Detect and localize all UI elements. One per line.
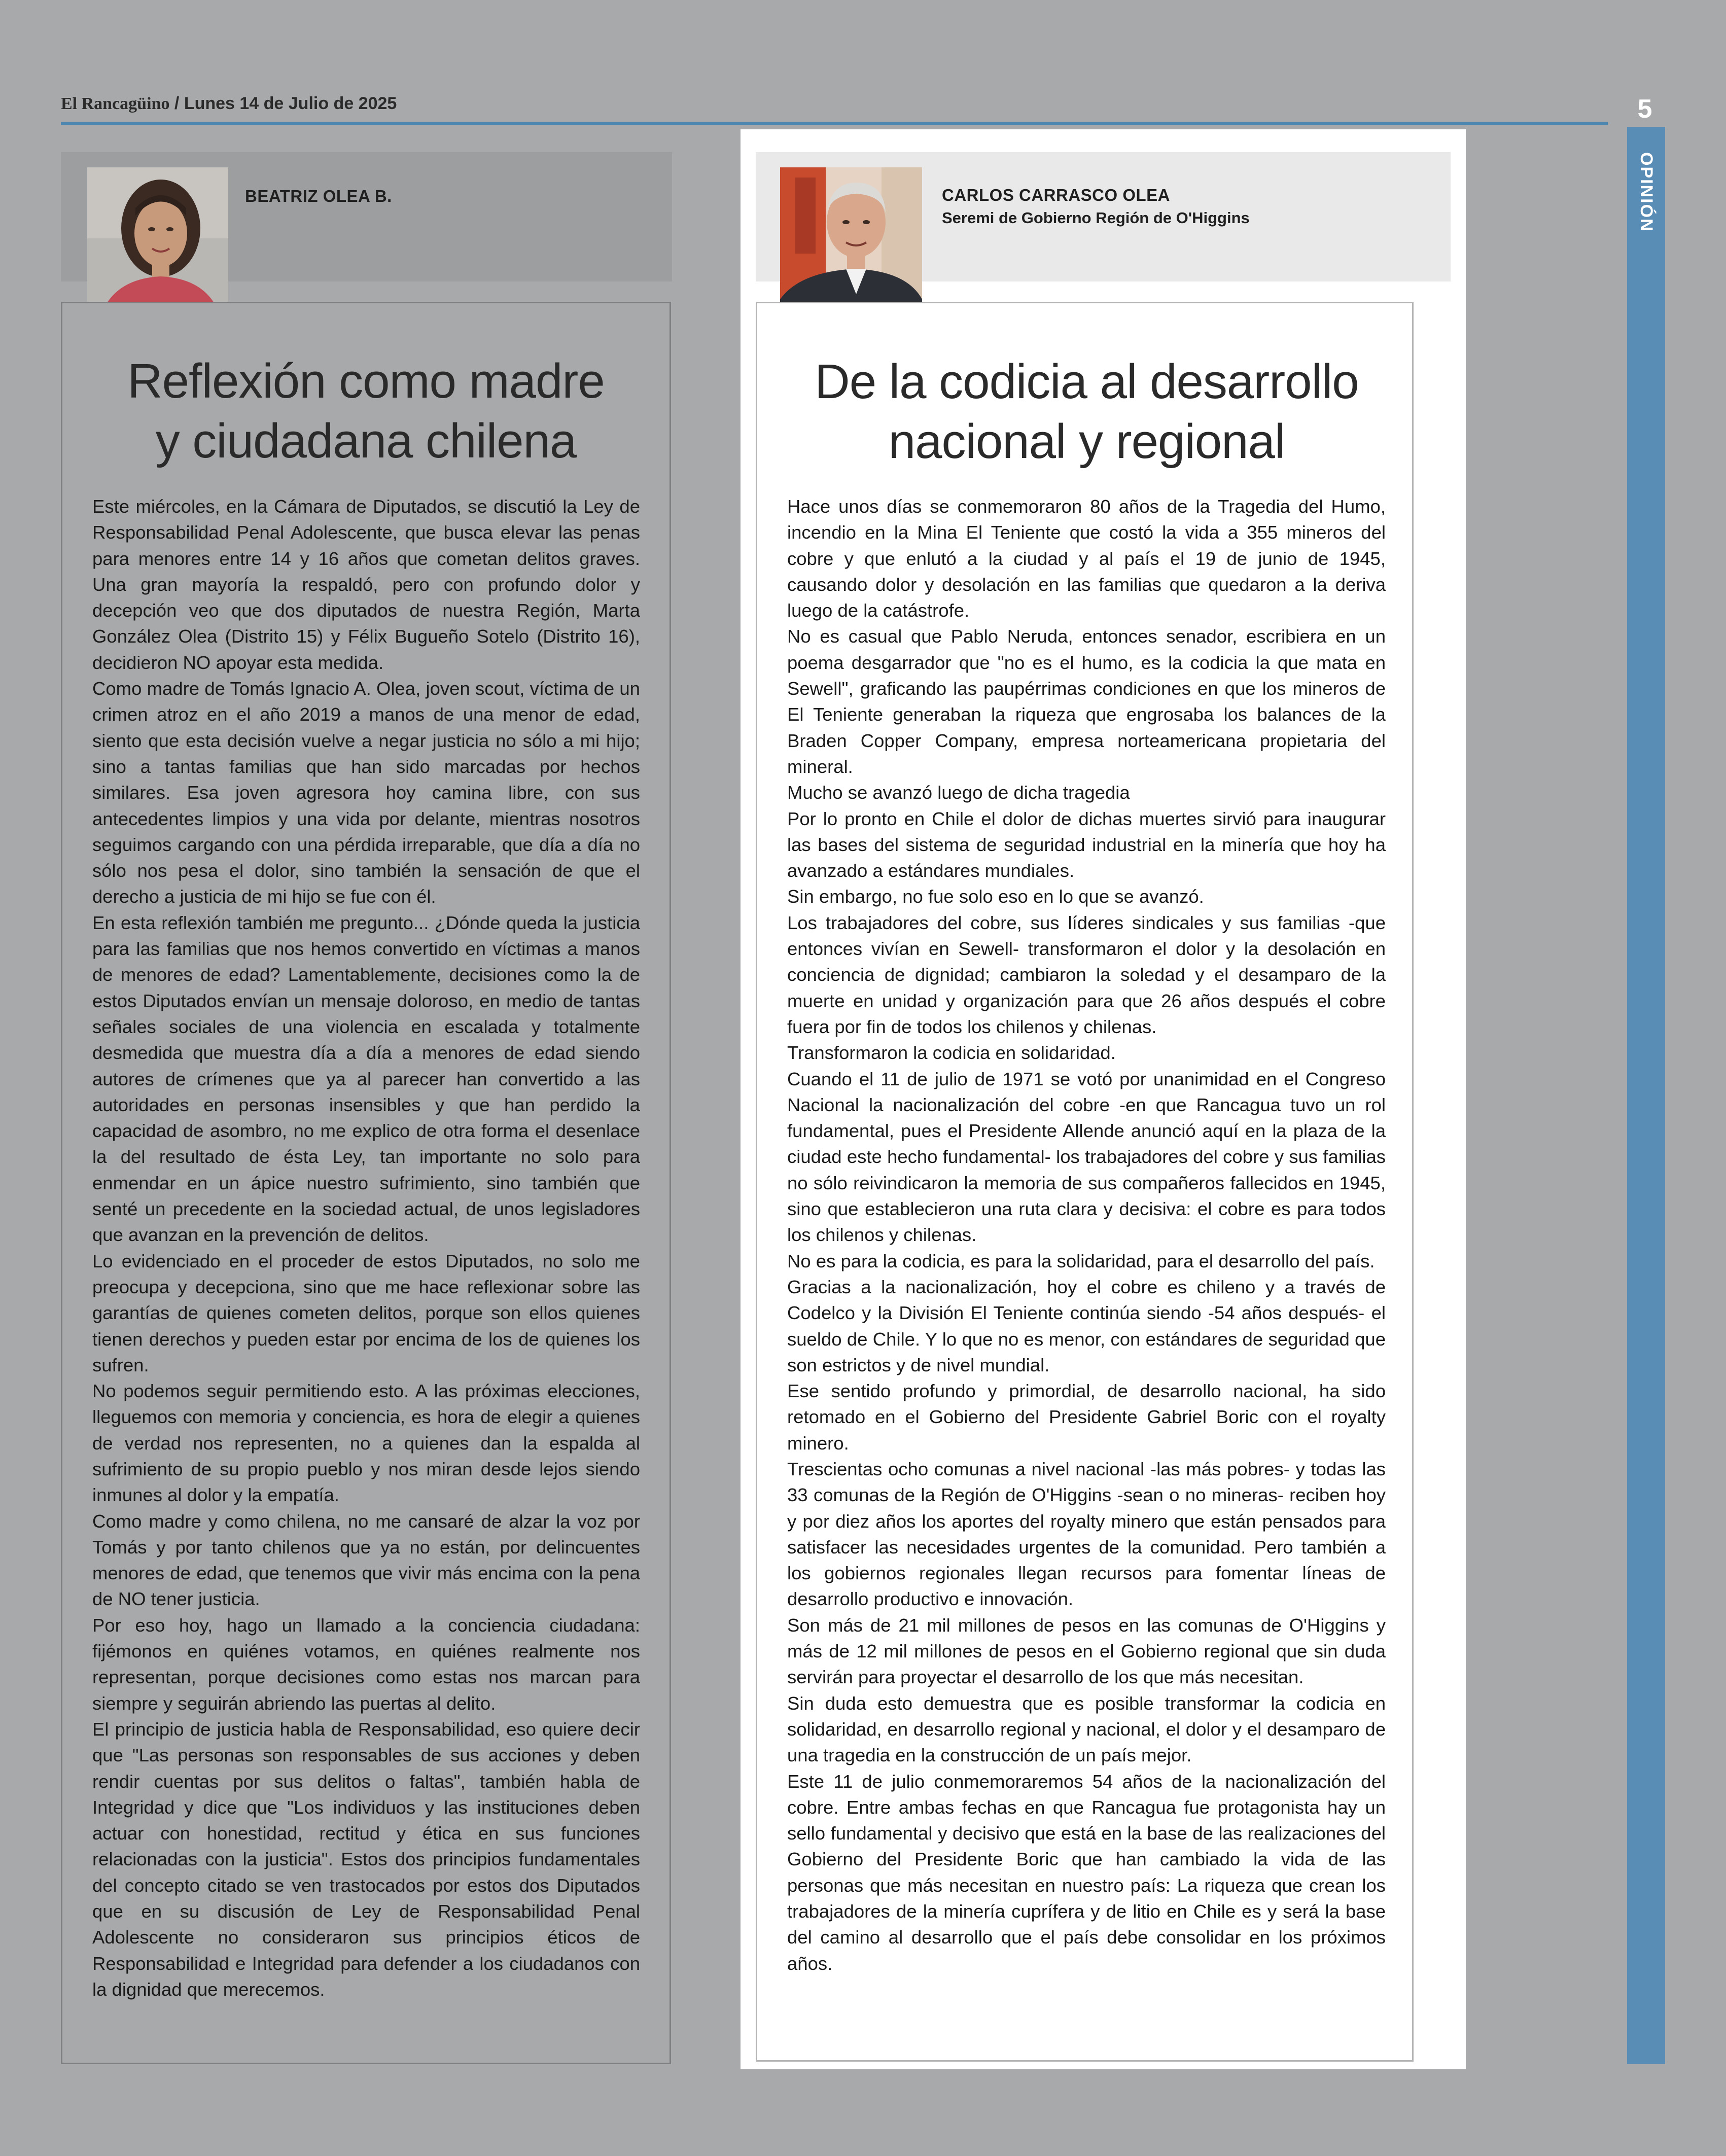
article-paragraph: Este miércoles, en la Cámara de Diputados, se discutió la Ley de Responsabilidad Penal Adolescente, que busca elevar las penas para menores entre 14 y 16 años que cometan delitos graves. Una gran mayoría la respaldó, pero con profundo dolor y decepción veo que dos diputados de nuestra Región, Marta González Olea (Distrito 15) y Félix Bugueño Sotelo (Distrito 16), decidieron NO apoyar esta medida. bbox=[92, 496, 640, 673]
article-paragraph: En esta reflexión también me pregunto... ¿Dónde queda la justicia para las familias que nos hemos convertido en víctimas a manos de menores de edad? Lamentablemente, decisiones como la de estos Diputados envían un mensaje doloroso, en medio de tantas señales sociales de una violencia en escalada y totalmente desmedida que muestra día a día a menores de edad siendo autores de crímenes que ya al parecer han convertido a las autoridades en personas insensibles y que han perdido la capacidad de asombro, no me explico de otra forma el desenlace la del resultado de ésta Ley, tan importante no solo para enmendar en un ápice nuestro sufrimiento, sino también que senté un precedente en la sociedad actual, de unos legisladores que avanzan en la prevención de delitos. bbox=[92, 912, 640, 1246]
issue-date: Lunes 14 de Julio de 2025 bbox=[184, 94, 397, 113]
article-paragraph: Gracias a la nacionalización, hoy el cobre es chileno y a través de Codelco y la División El Teniente continúa siendo -54 años después- el sueldo de Chile. Y lo que no es menor, con estándares de seguridad que son estrictos y de nivel mundial. bbox=[787, 1276, 1386, 1375]
article-headline bbox=[71, 351, 661, 471]
article-paragraph: Transformaron la codicia en solidaridad. bbox=[787, 1042, 1116, 1064]
article-paragraph: Sin embargo, no fue solo eso en lo que se avanzó. bbox=[787, 886, 1204, 907]
headline-line: De la codicia al desarrollo bbox=[815, 355, 1359, 409]
headline-line: y ciudadana chilena bbox=[155, 414, 577, 468]
article-paragraph: Son más de 21 mil millones de pesos en las comunas de O'Higgins y más de 12 mil millones de pesos en el Gobierno regional que sin duda servirán para proyectar el desarrollo de los que más necesitan. bbox=[787, 1614, 1386, 1688]
article-paragraph: Como madre de Tomás Ignacio A. Olea, joven scout, víctima de un crimen atroz en el año 2019 a manos de una menor de edad, siento que esta decisión vuelve a negar justicia no sólo a mi hijo; sino a tantas familias que han sido marcadas por hechos similares. Esa joven agresora hoy camina libre, con sus antecedentes limpios y una vida por delante, mientras nosotros seguimos cargando con una pérdida irreparable, que día a día no sólo nos pesa el dolor, sino también la sensación de que el derecho a justicia de mi hijo se fue con él. bbox=[92, 678, 640, 907]
article-headline bbox=[766, 352, 1407, 472]
header-separator: / bbox=[174, 94, 180, 113]
article-paragraph: Mucho se avanzó luego de dicha tragedia bbox=[787, 782, 1130, 803]
article-paragraph: No es para la codicia, es para la solidaridad, para el desarrollo del país. bbox=[787, 1250, 1375, 1271]
article-paragraph: No es casual que Pablo Neruda, entonces senador, escribiera en un poema desgarrador que "no es el humo, es la codicia la que mata en Sewell", graficando las paupérrimas condiciones en que los mineros de El Teniente generaban la riqueza que engrosaba los balances de la Braden Copper Company, empresa norteamericana propietaria del mineral. bbox=[787, 626, 1386, 777]
section-label: OPINIÓN bbox=[1637, 152, 1656, 232]
article-paragraph: Lo evidenciado en el proceder de estos Diputados, no solo me preocupa y decepciona, sino que me hace reflexionar sobre las garantías de quienes cometen delitos, porque son ellos quienes tienen derechos y pueden estar por encima de los de quienes los sufren. bbox=[92, 1250, 640, 1375]
article-body bbox=[92, 493, 640, 2002]
page-header bbox=[61, 94, 1608, 124]
page-number: 5 bbox=[1637, 94, 1652, 124]
article-paragraph: Hace unos días se conmemoraron 80 años de la Tragedia del Humo, incendio en la Mina El Teniente que costó la vida a 355 mineros del cobre y que enlutó a la ciudad y al país el 19 de junio de 1945, causando dolor y desolación en las familias que quedaron a la deriva luego de la catástrofe. bbox=[787, 496, 1386, 621]
article-paragraph: Como madre y como chilena, no me cansaré de alzar la voz por Tomás y por tanto chilenos que ya no están, por delincuentes menores de edad, que tenemos que vivir más encima con la pena de NO tener justicia. bbox=[92, 1510, 640, 1610]
header-line bbox=[61, 94, 397, 114]
article-paragraph: No podemos seguir permitiendo esto. A las próximas elecciones, lleguemos con memoria y conciencia, es hora de elegir a quienes de verdad nos representen, no a quienes dan la espalda al sufrimiento de su propio pueblo y nos miran desde lejos siendo inmunes al dolor y la empatía. bbox=[92, 1381, 640, 1506]
author-name: CARLOS CARRASCO OLEA bbox=[942, 186, 1171, 204]
header-rule bbox=[61, 122, 1608, 125]
article-paragraph: Por eso hoy, hago un llamado a la conciencia ciudadana: fijémonos en quiénes votamos, en quiénes realmente nos representan, porque decisiones como estas nos marcan para siempre y seguirán abriendo las puertas al delito. bbox=[92, 1614, 640, 1714]
article-paragraph: Ese sentido profundo y primordial, de desarrollo nacional, ha sido retomado en el Gobierno del Presidente Gabriel Boric con el royalty minero. bbox=[787, 1381, 1386, 1454]
headline-line: Reflexión como madre bbox=[127, 354, 605, 408]
section-bar bbox=[1627, 127, 1665, 2064]
article-paragraph: Trescientas ocho comunas a nivel nacional -las más pobres- y todas las 33 comunas de la Región de O'Higgins -sean o no mineras- reciben hoy y por diez años los aportes del royalty minero que están pensados para satisfacer las necesidades urgentes de la comunidad. Pero también a los gobiernos regionales llegan recursos para fomentar líneas de desarrollo productivo e innovación. bbox=[787, 1458, 1386, 1610]
headline-line: nacional y regional bbox=[888, 414, 1285, 469]
newspaper-name: El Rancagüino bbox=[61, 94, 170, 113]
article-paragraph: Cuando el 11 de julio de 1971 se votó por unanimidad en el Congreso Nacional la nacionalización del cobre -en que Rancagua tuvo un rol fundamental, pues el Presidente Allende anunció aquí en la plaza de la ciudad este hecho fundamental- los trabajadores del cobre y sus familias no sólo reivindicaron la memoria de sus compañeros fallecidos en 1945, sino que establecieron una ruta clara y decisiva: el cobre es para todos los chilenos y chilenas. bbox=[787, 1068, 1386, 1246]
article-paragraph: Sin duda esto demuestra que es posible transformar la codicia en solidaridad, en desarrollo regional y nacional, el dolor y el desamparo de una tragedia en la construcción de un país mejor. bbox=[787, 1692, 1386, 1766]
author-role: Seremi de Gobierno Región de O'Higgins bbox=[942, 209, 1250, 227]
article-paragraph: Este 11 de julio conmemoraremos 54 años de la nacionalización del cobre. Entre ambas fechas en que Rancagua fue protagonista hay un sello fundamental y decisivo que está en la base de las realizaciones del Gobierno del Presidente Boric que han cambiado la vida de las personas que más necesitan en nuestro país: La riqueza que crean los trabajadores de la minería cuprífera y de litio en Chile es y será la base del camino al desarrollo que el país debe consolidar en los próximos años. bbox=[787, 1771, 1386, 1974]
article-paragraph: Los trabajadores del cobre, sus líderes sindicales y sus familias -que entonces vivían en Sewell- transformaron el dolor y la desolación en conciencia de dignidad; cambiaron la soledad y el desamparo de la muerte en unidad y organización para que 26 años después el cobre fuera por fin de todos los chilenos y chilenas. bbox=[787, 912, 1386, 1037]
author-name: BEATRIZ OLEA B. bbox=[245, 187, 392, 205]
article-body bbox=[787, 493, 1386, 1976]
article-paragraph: El principio de justicia habla de Responsabilidad, eso quiere decir que "Las personas son responsables de sus acciones y deben rendir cuentas por sus delitos o faltas", también habla de Integridad y dice que "Los individuos y las instituciones deben actuar con honestidad, rectitud y ética en sus funciones relacionadas con la justicia". Estos dos principios fundamentales del concepto citado se ven trastocados por estos dos Diputados que en su discusión de Ley de Responsabilidad Penal Adolescente no consideraron sus principios éticos de Responsabilidad e Integridad para defender a los ciudadanos con la dignidad que merecemos. bbox=[92, 1718, 640, 2000]
article-paragraph: Por lo pronto en Chile el dolor de dichas muertes sirvió para inaugurar las bases del sistema de seguridad industrial en la minería que hoy ha avanzado a estándares mundiales. bbox=[787, 808, 1386, 881]
